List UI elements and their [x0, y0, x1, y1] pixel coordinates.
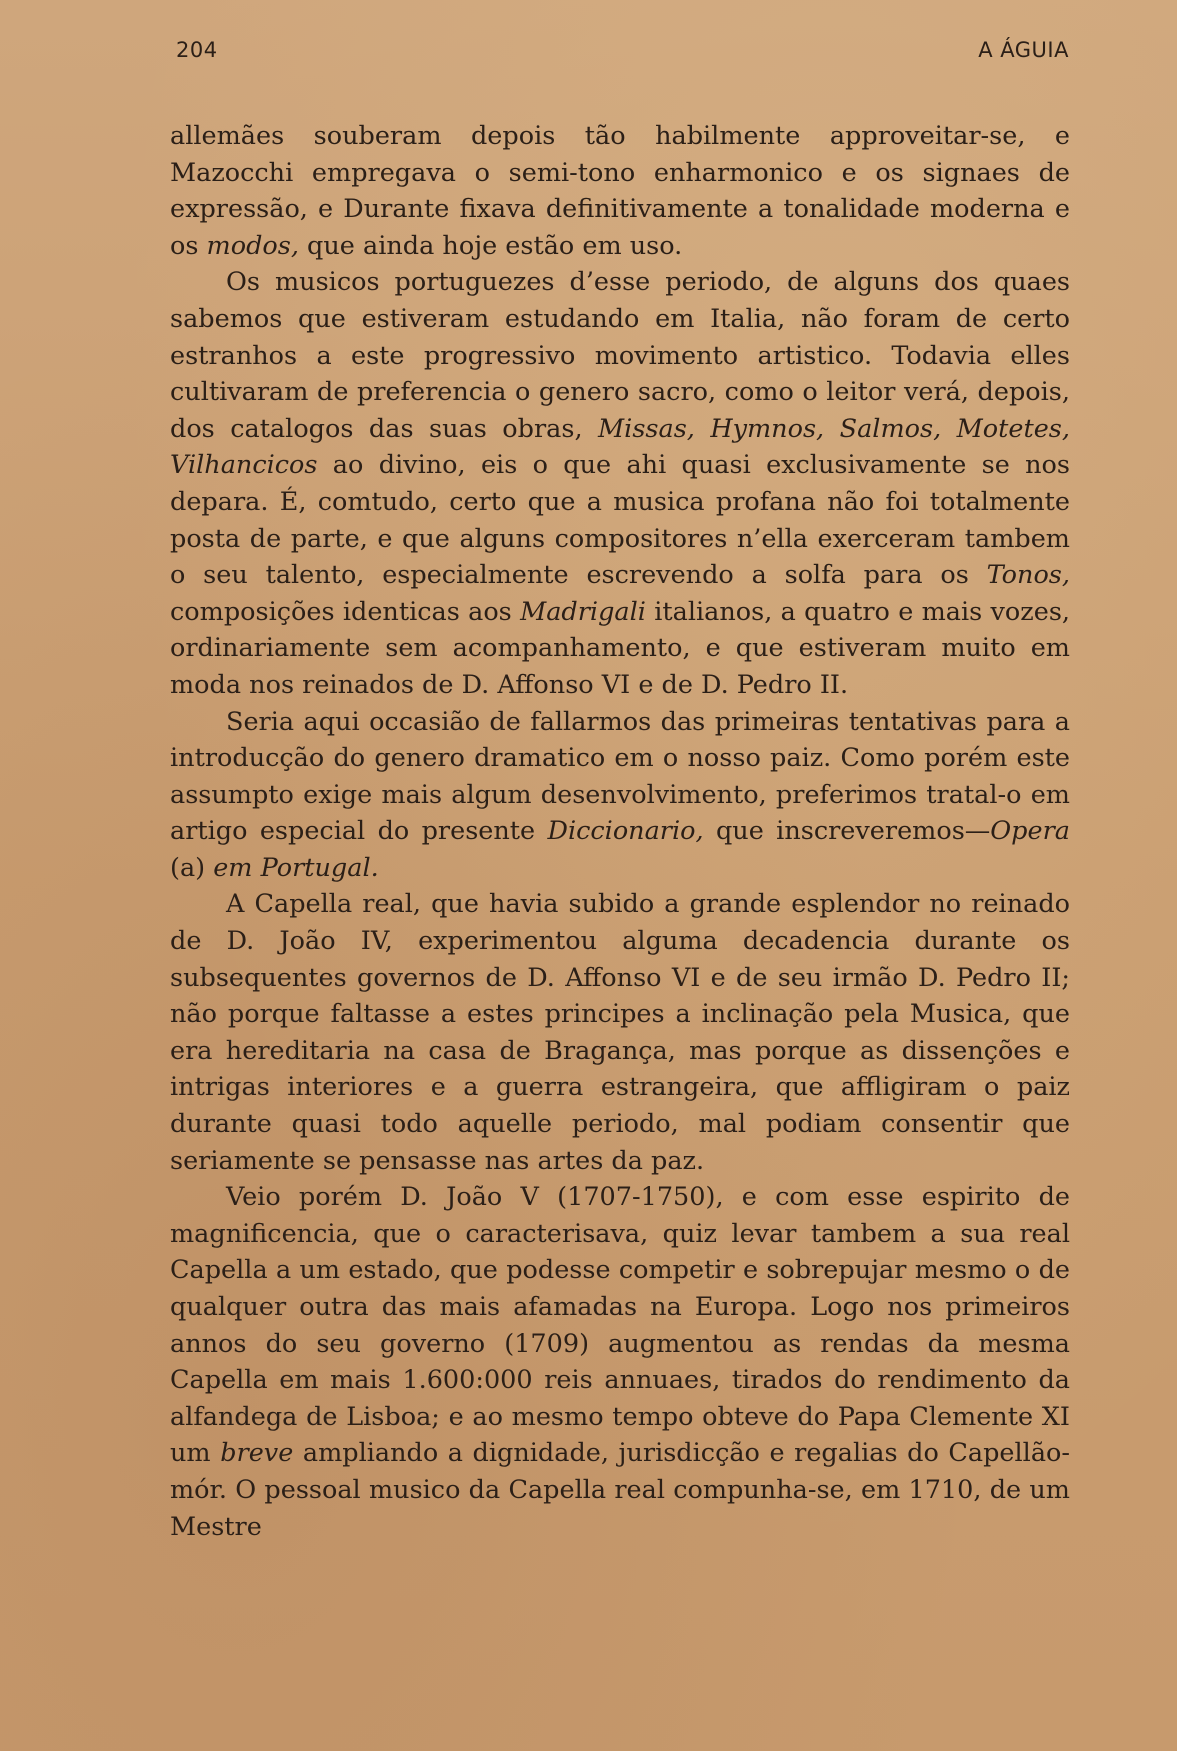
italic-text: Madrigali: [520, 596, 646, 627]
text-run: A Capella real, que havia subido a grande esplendor no reinado de D. João IV, experimentou alguma decadencia durante os subsequentes governos de D. Affonso VI e de seu irmão D. Pedro II; não porque faltasse a estes principes a inclinação pela Musica, que era hereditaria na casa de Bragança, mas porque as dissenções e intrigas interiores e a guerra estrangeira, que affligiram o paiz durante quasi todo aquelle periodo, mal podiam consentir que seriamente se pensasse nas artes da paz.: [170, 889, 1070, 1176]
text-run: Os musicos portuguezes d’esse periodo, de alguns dos quaes sabemos que estiveram estudando em Italia, não foram de certo estranhos a este progressivo movimento artistico. Todavia elles cultivaram de preferencia o genero sacro, como o leitor verá, depois, dos catalogos das suas obras,: [170, 267, 1070, 444]
text-run: allemães souberam depois tão habilmente approveitar-se, e Mazocchi empregava o semi-tono enharmonico e os signaes de expressão, e Durante fixava definitivamente a tonalidade moderna e os: [170, 121, 1070, 261]
text-run: que inscreveremos—: [703, 816, 991, 847]
text-run: Seria aqui occasião de fallarmos das primeiras tentativas para a introducção do genero dramatico em o nosso paiz. Como porém este assumpto exige mais algum desenvolvimento, preferimos tratal-o em artigo especial do presente: [170, 706, 1070, 847]
text-run: italianos, a quatro e mais vozes, ordinariamente sem acompanhamento, e que estiveram muito em moda nos reinados de D. Affonso VI e de D. Pedro II.: [170, 596, 1071, 700]
paragraph: [170, 118, 1070, 264]
italic-text: Diccionario,: [547, 816, 704, 847]
text-run: que ainda hoje estão em uso.: [298, 230, 683, 261]
text-run: (a): [170, 852, 214, 883]
text-run: Veio porém D. João V (1707-1750), e com esse espirito de magnificencia, que o caracterisava, quiz levar tambem a sua real Capella a um estado, que podesse competir e sobrepujar mesmo o de qualquer outra das mais afamadas na Europa. Logo nos primeiros annos do seu governo (1709) augmentou as rendas da mesma Capella em mais 1.600:000 reis annuaes, tirados do rendimento da alfandega de Lisboa; e ao mesmo tempo obteve do Papa Clemente XI um: [170, 1182, 1070, 1469]
paragraph: [170, 1179, 1070, 1545]
italic-text: Tonos,: [986, 560, 1070, 591]
paragraph: [170, 704, 1070, 887]
paragraph: [170, 264, 1070, 703]
italic-text: modos,: [206, 230, 299, 261]
text-run: ampliando a dignidade, jurisdicção e regalias do Capellão-mór. O pessoal musico da Capella real compunha-se, em 1710, de um Mestre: [170, 1438, 1070, 1542]
running-title: A ÁGUIA: [978, 38, 1069, 62]
italic-text: em Portugal.: [213, 852, 379, 883]
paragraph: [170, 886, 1070, 1179]
text-run: ao divino, eis o que ahi quasi exclusivamente se nos depara. É, comtudo, certo que a musica profana não foi totalmente posta de parte, e que alguns compositores n’ella exerceram tambem o seu talento, especialmente escrevendo a solfa para os: [170, 450, 1070, 591]
italic-text: breve: [220, 1438, 294, 1469]
text-run: composições identicas aos: [170, 596, 521, 627]
italic-text: Opera: [990, 816, 1070, 847]
italic-text: Missas, Hymnos, Salmos, Motetes, Vilhancicos: [170, 413, 1070, 481]
page-number: 204: [176, 38, 218, 62]
body-text: [170, 118, 1070, 1545]
page-header: [176, 38, 1069, 70]
